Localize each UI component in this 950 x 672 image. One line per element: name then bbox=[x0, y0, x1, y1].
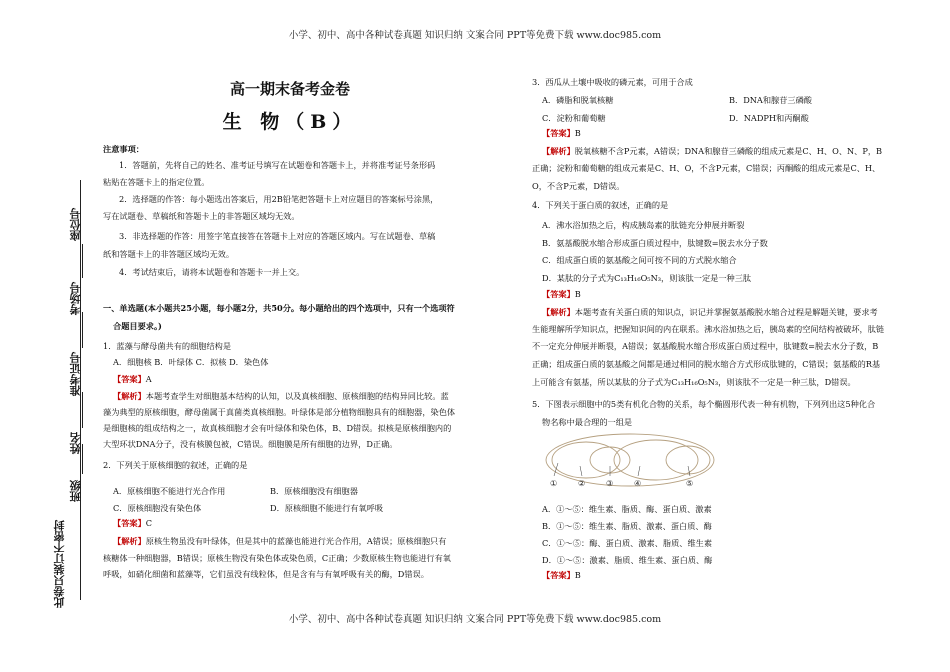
option-b: B．原核细胞没有细胞器 bbox=[270, 486, 358, 496]
seal-text: 此卷只装订不密封 bbox=[53, 520, 66, 608]
question-2-answer bbox=[113, 517, 152, 531]
answer-value: C bbox=[145, 518, 153, 528]
analysis-line: 大型环状DNA分子，没有核膜包被，C错误。细胞膜是所有细胞的边界，D正确。 bbox=[103, 439, 398, 449]
option-d: D．NADPH和丙酮酸 bbox=[729, 113, 809, 123]
page-header: 小学、初中、高中各种试卷真题 知识归纳 文案合同 PPT等免费下载 www.doc985.com bbox=[288, 30, 662, 41]
notice-line: 1．答题前，先将自己的姓名、准考证号填写在试题卷和答题卡上，并将准考证号条形码 bbox=[119, 160, 436, 170]
option-c: C．原核细胞没有染色体 bbox=[113, 503, 202, 513]
page-footer: 小学、初中、高中各种试卷真题 知识归纳 文案合同 PPT等免费下载 www.doc985.com bbox=[288, 614, 662, 625]
answer-value: A bbox=[145, 374, 152, 384]
class-label: 班级 bbox=[69, 480, 82, 502]
analysis-line: O，不含P元素，D错误。 bbox=[532, 181, 625, 191]
answer-tag: 【答案】 bbox=[542, 128, 575, 138]
question-3-answer bbox=[542, 127, 581, 141]
admission-number-label: 准考证号 bbox=[69, 352, 82, 396]
notice-heading: 注意事项： bbox=[103, 144, 144, 154]
analysis-tag: 【解析】 bbox=[113, 536, 146, 546]
analysis-line: 本题考查学生对细胞基本结构的认知，以及真核细胞、原核细胞的结构异同比较。蓝 bbox=[145, 391, 449, 401]
fill-line-class bbox=[82, 444, 83, 474]
question-1-stem: 1．蓝藻与酵母菌共有的细胞结构是 bbox=[103, 341, 232, 351]
fill-line-admission bbox=[82, 312, 83, 348]
label-leader bbox=[688, 466, 690, 476]
question-3-stem: 3．西瓜从土壤中吸收的磷元素，可用于合成 bbox=[532, 77, 693, 87]
analysis-line: 上可能含有氨基，所以某肽的分子式为C₁₃H₁₆O₅N₃，则该肽不一定是一种三肽，D错误。 bbox=[532, 377, 856, 387]
analysis-line: 呼吸，如硝化细菌和蓝藻等，它们虽没有线粒体，但是含有与有氧呼吸有关的酶，D错误。 bbox=[103, 569, 429, 579]
analysis-line: 脱氧核糖不含P元素，A错误；DNA和腺苷三磷酸的组成元素是C、H、O、N、P，B bbox=[574, 146, 883, 156]
option-d: D．某肽的分子式为C₁₃H₁₆O₅N₃，则该肽一定是一种三肽 bbox=[542, 273, 752, 283]
answer-tag: 【答案】 bbox=[113, 374, 146, 384]
answer-tag: 【答案】 bbox=[542, 570, 575, 580]
analysis-line: 本题考查有关蛋白质的知识点，识记并掌握氨基酸脱水缩合过程是解题关键，要求考 bbox=[574, 307, 878, 317]
analysis-line: 原核生物虽没有叶绿体，但是其中的蓝藻也能进行光合作用，A错误；原核细胞只有 bbox=[145, 536, 447, 546]
notice-line: 粘贴在答题卡上的指定位置。 bbox=[103, 177, 210, 187]
fill-line-room bbox=[82, 244, 83, 278]
option-b: B．①～⑤：维生素、脂质、激素、蛋白质、酶 bbox=[542, 521, 712, 531]
analysis-tag: 【解析】 bbox=[542, 307, 575, 317]
option-a: A．磷脂和脱氧核糖 bbox=[542, 95, 614, 105]
venn-diagram bbox=[540, 430, 720, 492]
option-c: C．淀粉和葡萄糖 bbox=[542, 113, 606, 123]
question-1-options: A．细胞核 B．叶绿体 C．拟核 D．染色体 bbox=[113, 357, 269, 367]
circle-label: ① bbox=[550, 479, 558, 488]
seat-label: 座位号 bbox=[69, 208, 82, 241]
question-1-answer bbox=[113, 373, 152, 387]
answer-tag: 【答案】 bbox=[113, 518, 146, 528]
option-d: D．原核细胞不能进行有氧呼吸 bbox=[270, 503, 384, 513]
option-d: D．①～⑤：激素、脂质、维生素、蛋白质、酶 bbox=[542, 555, 713, 565]
option-b: B．氨基酸脱水缩合形成蛋白质过程中，肽键数=脱去水分子数 bbox=[542, 238, 768, 248]
analysis-tag: 【解析】 bbox=[113, 391, 146, 401]
label-leader bbox=[580, 466, 582, 476]
notice-line: 4．考试结束后，请将本试题卷和答题卡一并上交。 bbox=[119, 267, 305, 277]
label-leader bbox=[638, 466, 640, 476]
question-4-answer bbox=[542, 288, 581, 302]
answer-value: B bbox=[574, 570, 581, 580]
circle-label: ④ bbox=[634, 479, 642, 488]
notice-line: 写在试题卷、草稿纸和答题卡上的非答题区域均无效。 bbox=[103, 211, 300, 221]
analysis-line: 不一定充分伸展并断裂，A错误；氨基酸脱水缩合形成蛋白质过程中，肽键数=脱去水分子数，B bbox=[532, 341, 879, 351]
analysis-line: 生能理解所学知识点，把握知识间的内在联系。沸水浴加热之后，胰岛素的空间结构被破坏，肽链 bbox=[532, 324, 885, 334]
circle-label: ② bbox=[578, 479, 586, 488]
question-5-answer bbox=[542, 569, 581, 583]
fill-line-name bbox=[82, 392, 83, 428]
analysis-line: 正确；组成蛋白质的氨基酸之间都是通过相同的脱水缩合方式形成肽键的，C错误；氨基酸的R基 bbox=[532, 359, 881, 369]
answer-value: B bbox=[574, 289, 581, 299]
answer-value: B bbox=[574, 128, 581, 138]
exam-title: 高一期末备考金卷 bbox=[229, 80, 350, 98]
section-heading: 一、单选题(本小题共25小题，每小题2分，共50分。每小题给出的四个选项中，只有一个选项符 bbox=[103, 303, 455, 313]
question-1-analysis bbox=[113, 390, 449, 404]
option-c: C．①～⑤：酶、蛋白质、激素、脂质、维生素 bbox=[542, 538, 713, 548]
analysis-line: 正确；淀粉和葡萄糖的组成元素是C、H、O，不含P元素，C错误；丙酮酸的组成元素是C、H、 bbox=[532, 163, 881, 173]
circle-label: ③ bbox=[606, 479, 614, 488]
option-c: C．组成蛋白质的氨基酸之间可按不同的方式脱水缩合 bbox=[542, 255, 737, 265]
notice-line: 2．选择题的作答：每小题选出答案后，用2B铅笔把答题卡上对应题目的答案标号涂黑， bbox=[119, 194, 439, 204]
analysis-tag: 【解析】 bbox=[542, 146, 575, 156]
section-heading: 合题目要求。) bbox=[113, 321, 162, 331]
option-a: A．原核细胞不能进行光合作用 bbox=[113, 486, 226, 496]
answer-tag: 【答案】 bbox=[542, 289, 575, 299]
option-b: B．DNA和腺苷三磷酸 bbox=[729, 95, 812, 105]
question-2-analysis bbox=[113, 535, 446, 549]
question-2-stem: 2．下列关于原核细胞的叙述，正确的是 bbox=[103, 460, 248, 470]
name-label: 姓名 bbox=[69, 432, 82, 454]
subject-title: 生 物（B） bbox=[222, 111, 358, 133]
analysis-line: 核糖体一种细胞器，B错误；原核生物没有染色体或染色质，C正确；少数原核生物也能进行有氧 bbox=[103, 553, 451, 563]
question-4-analysis bbox=[542, 306, 878, 320]
question-5-stem: 物名称中最合理的一组是 bbox=[542, 417, 633, 427]
binding-margin bbox=[0, 0, 95, 672]
question-5-stem: 5．下图表示细胞中的5类有机化合物的关系，每个椭圆形代表一种有机物，下列列出这5种化合 bbox=[532, 399, 876, 409]
circle-label: ⑤ bbox=[686, 479, 694, 488]
analysis-line: 是细胞核的组成结构之一，故真核细胞才会有叶绿体和染色体，B、D错误。拟核是原核细胞内的 bbox=[103, 423, 452, 433]
option-a: A．沸水浴加热之后，构成胰岛素的肽链充分伸展并断裂 bbox=[542, 220, 745, 230]
question-4-stem: 4．下列关于蛋白质的叙述，正确的是 bbox=[532, 200, 669, 210]
notice-line: 3．非选择题的作答：用签字笔直接答在答题卡上对应的答题区域内。写在试题卷、草稿 bbox=[119, 231, 436, 241]
notice-line: 纸和答题卡上的非答题区域均无效。 bbox=[103, 249, 235, 259]
analysis-line: 藻为典型的原核细胞，酵母菌属于真菌类真核细胞。叶绿体是部分植物细胞具有的细胞器，染色体 bbox=[103, 407, 456, 417]
exam-room-label: 考场号 bbox=[69, 282, 82, 315]
ellipse-5 bbox=[666, 446, 710, 474]
question-3-analysis bbox=[542, 145, 882, 159]
option-a: A．①～⑤：维生素、脂质、酶、蛋白质、激素 bbox=[542, 504, 712, 514]
